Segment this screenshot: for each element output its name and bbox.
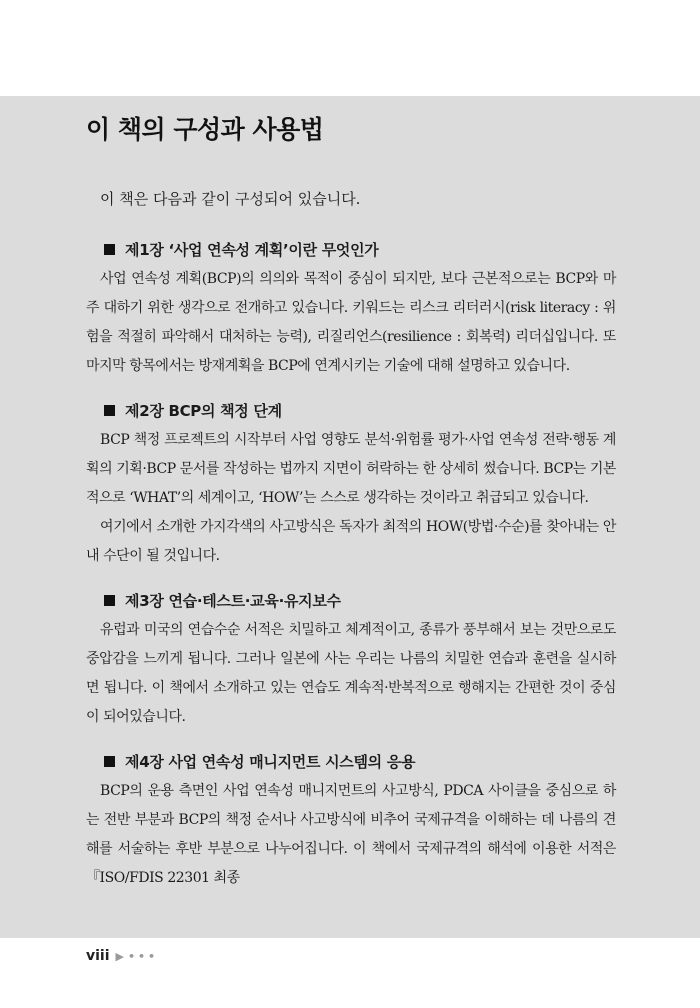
dots-icon: ••• <box>128 949 159 963</box>
page-footer <box>86 948 158 964</box>
chapter-1-title: 제1장 ‘사업 연속성 계획’이란 무엇인가 <box>125 241 379 259</box>
chapter-4-section <box>86 748 616 893</box>
page-number: viii <box>86 948 110 964</box>
chapter-3-heading <box>86 587 616 616</box>
page-title: 이 책의 구성과 사용법 <box>86 115 324 144</box>
chapter-2-title: 제2장 BCP의 책정 단계 <box>125 402 282 420</box>
chapter-3-paragraph: 유럽과 미국의 연습수순 서적은 치밀하고 체계적이고, 종류가 풍부해서 보는 것만으로도 중압감을 느끼게 됩니다. 그러나 일본에 사는 우리는 나름의 치밀한 연습과 훈련을 실시하면 됩니다. 이 책에서 소개하고 있는 연습도 계속적·반복적으로 행해지는 간편한 것이 중심이 되어있습니다. <box>86 622 616 725</box>
chapter-4-paragraph: BCP의 운용 측면인 사업 연속성 매니지먼트의 사고방식, PDCA 사이클을 중심으로 하는 전반 부분과 BCP의 책정 순서나 사고방식에 비추어 국제규격을 이해하는 데 나름의 견해를 서술하는 후반 부분으로 나누어집니다. 이 책에서 국제규격의 해석에 이용한 서적은『ISO/FDIS 22301 최종 <box>86 783 616 886</box>
square-bullet-icon <box>104 405 115 416</box>
square-bullet-icon <box>104 595 115 606</box>
intro-paragraph: 이 책은 다음과 같이 구성되어 있습니다. <box>100 190 361 208</box>
chapter-1-heading <box>86 236 616 265</box>
chapter-2-paragraph-2: 여기에서 소개한 가지각색의 사고방식은 독자가 최적의 HOW(방법·수순)를 찾아내는 안내 수단이 될 것입니다. <box>86 519 616 564</box>
chapter-4-title: 제4장 사업 연속성 매니지먼트 시스템의 응용 <box>125 753 416 771</box>
square-bullet-icon <box>104 756 115 767</box>
chapter-3-section <box>86 587 616 732</box>
top-margin <box>0 0 700 96</box>
chapter-2-section <box>86 397 616 571</box>
play-arrow-icon: ▶ <box>115 949 124 963</box>
chapter-2-heading <box>86 397 616 426</box>
square-bullet-icon <box>104 244 115 255</box>
body-text <box>86 185 616 909</box>
chapter-2-paragraph-1: BCP 책정 프로젝트의 시작부터 사업 영향도 분석·위험률 평가·사업 연속성 전략·행동 계획의 기획·BCP 문서를 작성하는 법까지 지면이 허락하는 한 상세히 썼습니다. BCP는 기본적으로 ‘WHAT’의 세계이고, ‘HOW’는 스스로 생각하는 것이라고 취급되고 있습니다. <box>86 432 616 506</box>
chapter-4-heading <box>86 748 616 777</box>
chapter-1-paragraph: 사업 연속성 계획(BCP)의 의의와 목적이 중심이 되지만, 보다 근본적으로는 BCP와 마주 대하기 위한 생각으로 전개하고 있습니다. 키워드는 리스크 리터러시(risk literacy : 위험을 적절히 파악해서 대처하는 능력), 리질리언스(resilience : 회복력) 리더십입니다. 또 마지막 항목에서는 방재계획을 BCP에 연계시키는 기술에 대해 설명하고 있습니다. <box>86 271 616 374</box>
chapter-3-title: 제3장 연습·테스트·교육·유지보수 <box>125 592 341 610</box>
chapter-1-section <box>86 236 616 381</box>
